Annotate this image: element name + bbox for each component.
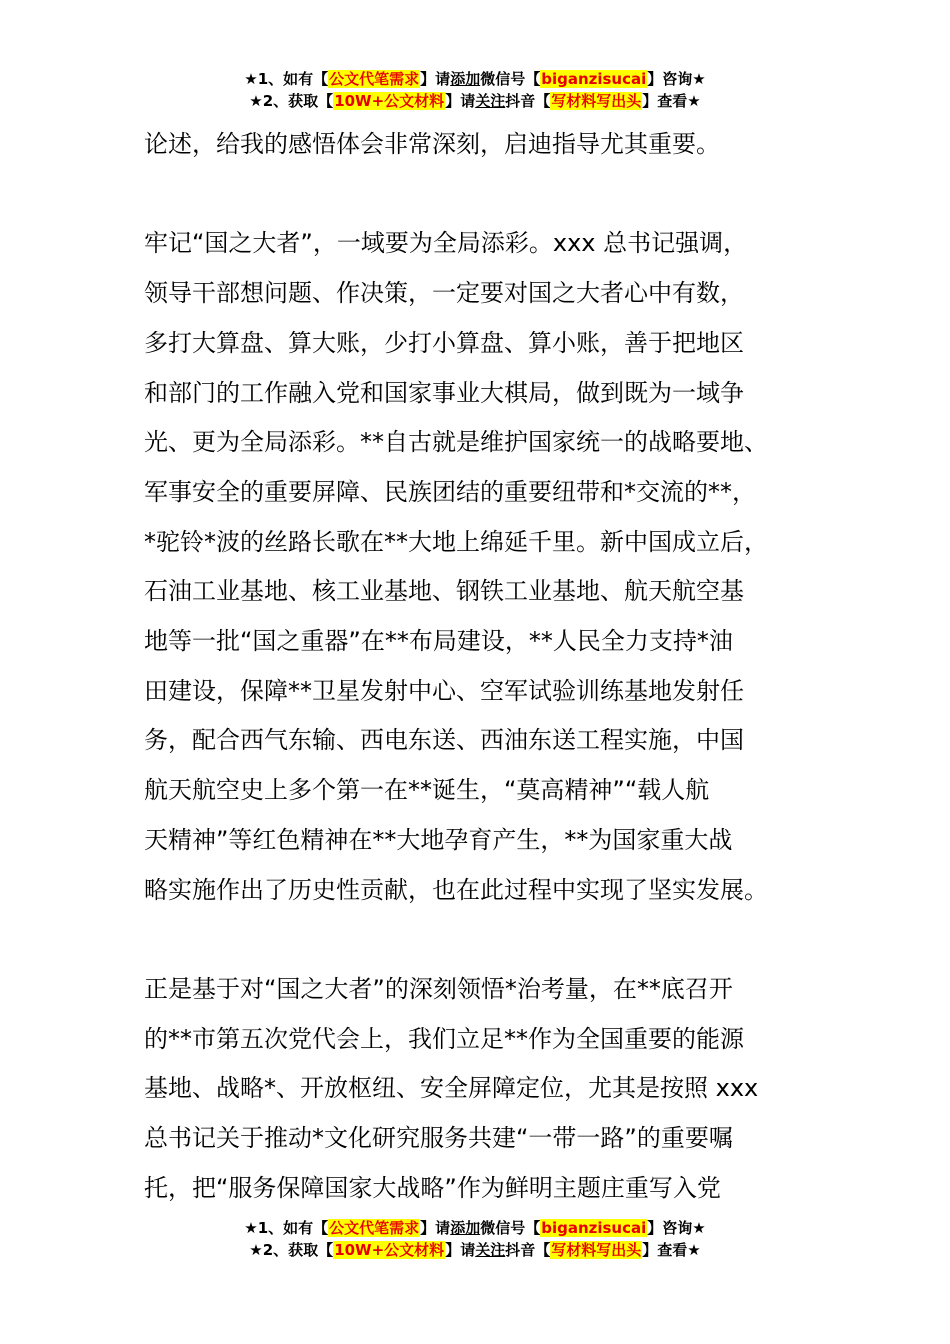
header-banner-line-1: ★1、如有【公文代笔需求】请添加微信号【biganzisucai】咨询★ (244, 70, 706, 88)
body-line: 牢记“国之大者”，一域要为全局添彩。xxx 总书记强调， (144, 229, 748, 258)
underlined-text: 关注 (475, 1241, 506, 1259)
paragraph-gap (144, 915, 834, 965)
highlight-text: 10W+公文材料 (334, 92, 445, 110)
body-line: 托，把“服务保障国家大战略”作为鲜明主题庄重写入党 (144, 1173, 721, 1202)
body-line: 田建设，保障**卫星发射中心、空军试验训练基地发射任 (144, 676, 744, 705)
highlight-text: 公文代笔需求 (329, 1219, 420, 1237)
footer-banner-line-1: ★1、如有【公文代笔需求】请添加微信号【biganzisucai】咨询★ (244, 1219, 706, 1237)
body-line: 军事安全的重要屏障、民族团结的重要纽带和*交流的**， (144, 477, 756, 506)
body-line: 多打大算盘、算大账，少打小算盘、算小账，善于把地区 (144, 328, 744, 357)
body-line: 航天航空史上多个第一在**诞生，“莫高精神”“载人航 (144, 776, 710, 805)
body-line: 基地、战略*、开放枢纽、安全屏障定位，尤其是按照 xxx (144, 1074, 759, 1103)
body-line: 和部门的工作融入党和国家事业大棋局，做到既为一域争 (144, 378, 744, 407)
body-line: 领导干部想问题、作决策，一定要对国之大者心中有数， (144, 279, 744, 308)
body-line: 地等一批“国之重器”在**布局建设，**人民全力支持*油 (144, 627, 733, 656)
body-line: 石油工业基地、核工业基地、钢铁工业基地、航天航空基 (144, 577, 744, 606)
body-line: 天精神”等红色精神在**大地孕育产生，**为国家重大战 (144, 825, 733, 854)
footer-banner (0, 1217, 950, 1261)
douyin-account: 写材料写出头 (551, 1241, 642, 1259)
body-line: 略实施作出了历史性贡献，也在此过程中实现了坚实发展。 (144, 875, 768, 904)
douyin-account: 写材料写出头 (551, 92, 642, 110)
body-line: 光、更为全局添彩。**自古就是维护国家统一的战略要地、 (144, 428, 768, 457)
wechat-id: biganzisucai (541, 70, 647, 88)
wechat-id: biganzisucai (541, 1219, 647, 1237)
underlined-text: 添加 (450, 70, 481, 88)
body-line: 的**市第五次党代会上，我们立足**作为全国重要的能源 (144, 1024, 744, 1053)
highlight-text: 公文代笔需求 (329, 70, 420, 88)
header-banner-line-2: ★2、获取【10W+公文材料】请关注抖音【写材料写出头】查看★ (249, 92, 701, 110)
body-line: 正是基于对“国之大者”的深刻领悟*治考量，在**底召开 (144, 974, 733, 1003)
footer-banner-line-2: ★2、获取【10W+公文材料】请关注抖音【写材料写出头】查看★ (249, 1241, 701, 1259)
highlight-text: 10W+公文材料 (334, 1241, 445, 1259)
header-banner (0, 68, 950, 112)
document-body (144, 120, 834, 1213)
body-line: 论述，给我的感悟体会非常深刻，启迪指导尤其重要。 (144, 130, 720, 158)
underlined-text: 添加 (450, 1219, 481, 1237)
body-line: 务，配合西气东输、西电东送、西油东送工程实施，中国 (144, 726, 744, 755)
paragraph-gap (144, 170, 834, 220)
body-line: 总书记关于推动*文化研究服务共建“一带一路”的重要嘱 (144, 1124, 733, 1153)
underlined-text: 关注 (475, 92, 506, 110)
body-line: *驼铃*波的丝路长歌在**大地上绵延千里。新中国成立后， (144, 527, 768, 556)
